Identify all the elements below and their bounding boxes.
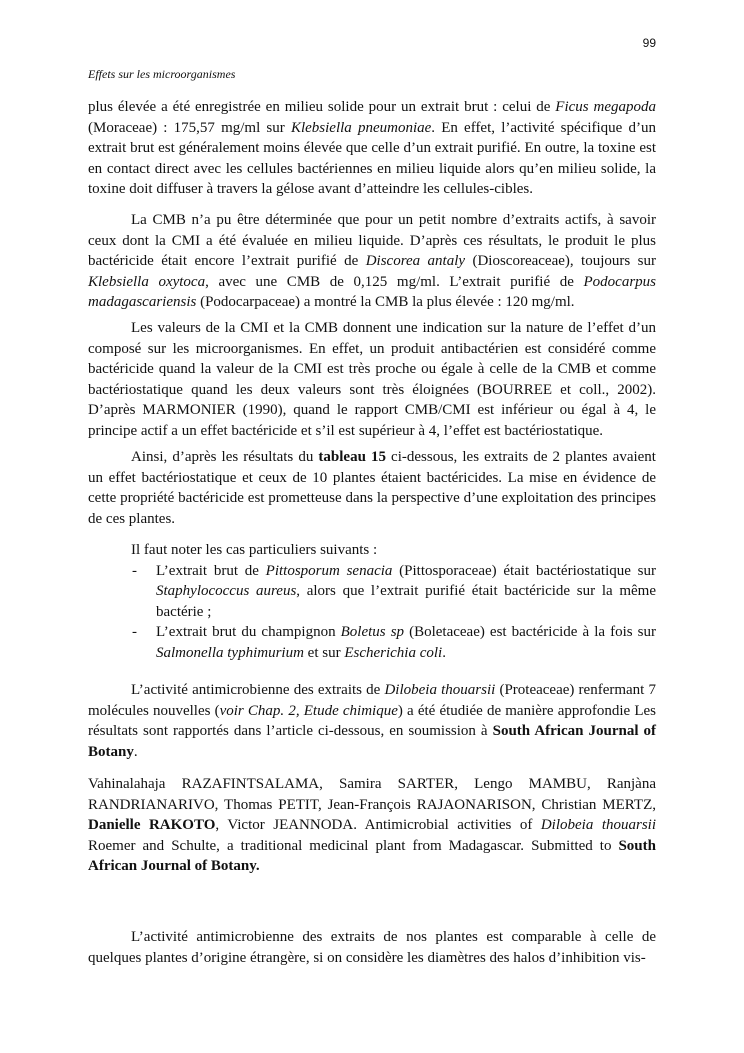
bold-text: South African Journal of Botany: [88, 723, 656, 760]
bullet-list: [88, 561, 656, 664]
text-run: (Dioscoreaceae), toujours sur: [465, 253, 656, 269]
paragraph: [88, 318, 656, 441]
italic-text: Klebsiella pneumoniae: [290, 119, 432, 136]
italic-text: Ficus megapoda: [555, 99, 656, 115]
text-run: Ainsi, d’après les résultats du: [131, 449, 319, 465]
text-run: . En effet, l’activité spécifique d’un extrait brut est généralement moins élevée que celle d’un extrait purifié. En outre, la toxine est en contact direct avec les cellules bactériennes en milieu liquide alors qu’en milieu solide, la toxine doit diffuser à travers la gélose avant d’atteindre les cellules-cibles.: [88, 119, 656, 197]
text-run: (Boletaceae) est bactéricide à la fois sur: [404, 624, 656, 640]
paragraph: [88, 927, 656, 968]
text-run: L’extrait brut de: [156, 562, 266, 579]
paragraph: [88, 97, 656, 200]
italic-text: Dilobeia thouarsii: [384, 682, 496, 698]
bold-text: Danielle RAKOTO: [88, 817, 216, 833]
text-run: , Victor JEANNODA. Antimicrobial activities of: [215, 817, 541, 833]
paragraph: [88, 210, 656, 313]
italic-text: Dilobeia thouarsii: [540, 817, 656, 833]
text-run: .: [442, 644, 446, 661]
page-number: 99: [642, 36, 656, 50]
text-run: La CMB n’a pu être déterminée que pour un petit nombre d’extraits actifs, à savoir ceux dont la CMI a été évaluée en milieu liquide. D’après ces résultats, le produit le plus bactéricide était encore l’extrait purifié de: [88, 212, 656, 269]
bold-text: South African Journal of Botany.: [88, 837, 656, 874]
list-item-text: [156, 624, 656, 661]
text-run: (Proteaceae) renfermant 7 molécules nouvelles (: [88, 682, 656, 719]
italic-text: Escherichia coli: [344, 644, 443, 661]
bullet-dash: -: [132, 562, 137, 579]
text-run: et sur: [303, 644, 345, 661]
text-run: L’extrait brut du champignon: [156, 624, 341, 640]
text-run: L’activité antimicrobienne des extraits de: [131, 682, 385, 698]
special-cases: [88, 540, 656, 663]
running-header: Effets sur les microorganismes: [88, 67, 236, 81]
italic-text: Salmonella typhimurium: [156, 644, 304, 661]
citation: [88, 774, 656, 877]
paragraph: [88, 447, 656, 529]
text-run: plus élevée a été enregistrée en milieu solide pour un extrait brut : celui de: [88, 99, 556, 115]
italic-text: Klebsiella oxytoca: [88, 273, 206, 290]
italic-text: Pittosporum senacia: [265, 562, 393, 579]
list-item: [88, 622, 656, 663]
list-item-text: [156, 563, 656, 620]
italic-text: Boletus sp: [340, 624, 405, 640]
text-run: .: [133, 743, 138, 760]
text-run: ci-dessous, les extraits de 2 plantes avaient un effet bactériostatique et ceux de 10 plantes étaient bactéricides. La mise en évidence de cette propriété bactéricide est prometteuse dans la perspective d’une exploitation des principes de ces plantes.: [88, 449, 656, 527]
bold-text: tableau 15: [318, 449, 386, 465]
italic-text: voir Chap. 2, Etude chimique: [219, 702, 398, 719]
text-run: L’activité antimicrobienne des extraits de nos plantes est comparable à celle de quelques plantes d’origine étrangère, si on considère les diamètres des halos d’inhibition vis-: [88, 929, 656, 966]
text-run: Il faut noter les cas particuliers suivants :: [131, 542, 378, 558]
text-run: ) a été étudiée de manière approfondie Les résultats sont rapportés dans l’article ci-dessous, en soumission à: [88, 702, 656, 739]
italic-text: Staphylococcus aureus: [156, 583, 297, 599]
text-run: (Podocarpaceae) a montré la CMB la plus élevée : 120 mg/ml.: [196, 294, 575, 310]
paragraph: [88, 680, 656, 762]
text-run: Vahinalahaja RAZAFINTSALAMA, Samira SARTER, Lengo MAMBU, Ranjàna RANDRIANARIVO, Thomas PETIT, Jean-François RAJAONARISON, Christian MERTZ,: [88, 776, 656, 813]
text-run: (Pittosporaceae) était bactériostatique sur: [392, 562, 656, 579]
text-run: , alors que l’extrait purifié était bactéricide sur la même bactérie ;: [156, 583, 656, 620]
text-run: Les valeurs de la CMI et la CMB donnent une indication sur la nature de l’effet d’un composé sur les microorganismes. En effet, un produit antibactérien est considéré comme bactéricide quand la valeur de la CMI est très proche ou égale à celle de la CMB et comme bactériostatique quand les deux valeurs sont très éloignées (BOURREE et coll., 2002). D’après MARMONIER (1990), quand le rapport CMB/CMI est inférieur ou égal à 4, le principe actif a un effet bactéricide et s’il est supérieur à 4, l’effet est bactériostatique.: [88, 320, 656, 439]
paragraph: [88, 540, 656, 561]
bullet-dash: -: [132, 624, 137, 640]
text-run: , avec une CMB de 0,125 mg/ml. L’extrait purifié de: [205, 273, 584, 290]
italic-text: Discorea antaly: [365, 253, 466, 269]
italic-text: Podocarpus madagascariensis: [88, 273, 657, 310]
text-run: (Moraceae) : 175,57 mg/ml sur: [88, 119, 291, 136]
text-run: Roemer and Schulte, a traditional medicinal plant from Madagascar. Submitted to: [88, 837, 619, 854]
list-item: [88, 561, 656, 623]
